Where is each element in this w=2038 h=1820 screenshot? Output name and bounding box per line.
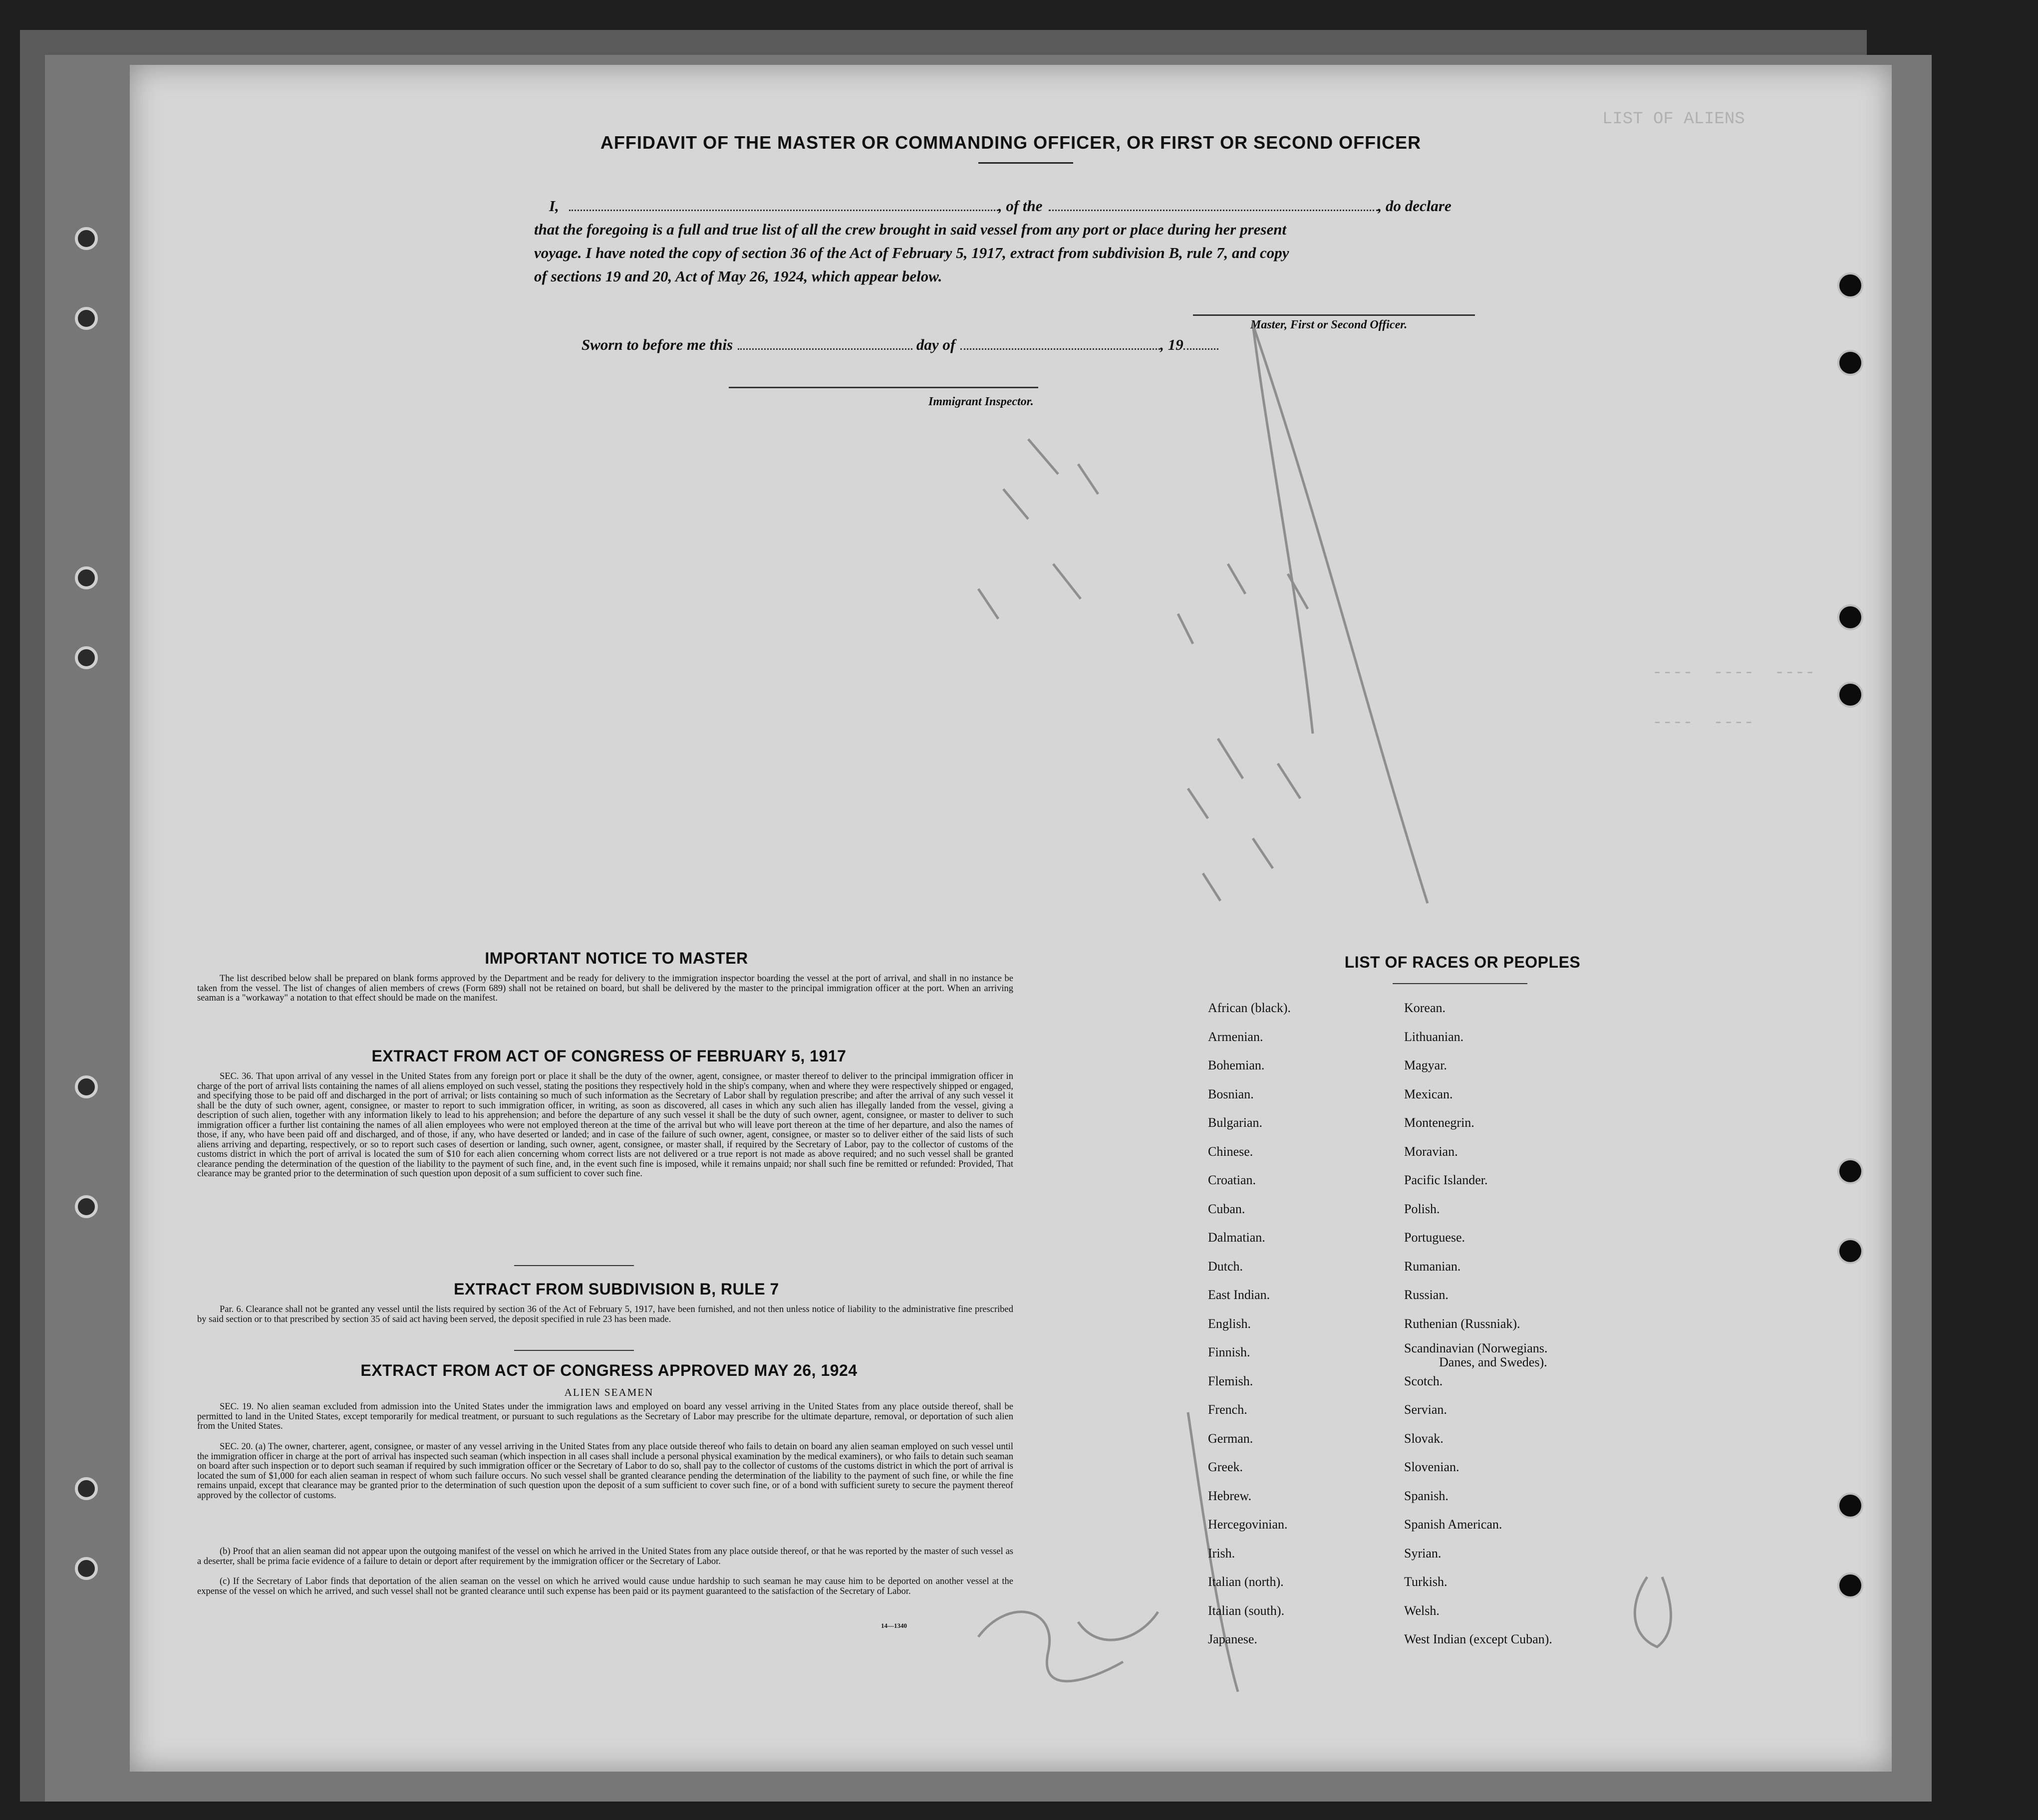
race-item: Syrian. [1404,1546,1442,1560]
race-item: Greek. [1208,1460,1243,1474]
race-item: German. [1208,1431,1253,1446]
race-item: Bohemian. [1208,1058,1265,1072]
race-item: Croatian. [1208,1173,1256,1187]
extract-1924-heading: EXTRACT FROM ACT OF CONGRESS APPROVED MAY 26, 1924 [360,1361,858,1379]
binder-hole [75,1557,98,1580]
form-sheet [130,65,1892,1772]
race-item: Turkish. [1404,1574,1448,1589]
race-item: Flemish. [1208,1373,1253,1388]
sec20b-text: (b) Proof that an alien seaman did not appear upon the outgoing manifest of the vessel on which he arrived in the United States from any place outside thereof, or that he was reported by the master of such vessel as a deserter, shall be prima facie evidence of a failure to detain or deport after requirement by the immigration officer or the Secretary of Labor. [197,1547,1013,1566]
sworn-year: , 19 [1160,336,1183,353]
sworn-prefix: Sworn to before me this [582,336,733,353]
race-item: Bulgarian. [1208,1115,1263,1130]
sec19-text: SEC. 19. No alien seaman excluded from admission into the United States under the immigration laws and employed on board any vessel arriving in the United States from any place outside thereof, shall be permitted to land in the United States, except temporarily for medical treatment, or pursuant to such regulations as the Secretary of Labor may prescribe for the ultimate departure, removal, or deportation of such alien from the United States. [197,1402,1013,1431]
race-item: Slovak. [1404,1431,1444,1446]
notice-heading: IMPORTANT NOTICE TO MASTER [485,949,748,967]
section-rule [514,1265,634,1266]
extract-1917-heading: EXTRACT FROM ACT OF CONGRESS OF FEBRUARY 5, 1917 [371,1047,847,1065]
race-item: Welsh. [1404,1603,1440,1618]
affidavit-line-4: of sections 19 and 20, Act of May 26, 1924, which appear below. [534,267,942,285]
affidavit-line-2: that the foregoing is a full and true list of all the crew brought in said vessel from any port or place during her present [534,221,1287,238]
binder-hole [75,227,98,250]
race-item: Spanish American. [1404,1517,1502,1532]
race-item: Japanese. [1208,1632,1257,1646]
sworn-dayof: day of [916,336,956,353]
race-item: Moravian. [1404,1144,1458,1159]
race-item: Pacific Islander. [1404,1173,1488,1187]
section-rule [514,1350,634,1351]
binder-hole [75,1477,98,1500]
rule7-text: Par. 6. Clearance shall not be granted any vessel until the lists required by section 36 of the Act of February 5, 1917, have been furnished, and not then unless notice of liability to the administrative fine prescribed by said section or to that prescribed by section 35 of said act having been served, the deposit specified in rule 23 has been made. [197,1304,1013,1324]
extract-1917-text: SEC. 36. That upon arrival of any vessel in the United States from any foreign port or place it shall be the duty of the owner, agent, consignee, or master thereof to deliver to the principal immigration officer in charge of the port of arrival lists containing the names of all aliens employed on such vessel, stating the positions they respectively hold in the ship's company, when and where they were respectively shipped or engaged, and specifying those to be paid off and discharged in the port of arrival; or lists containing so much of such information as the Secretary of Labor shall by regulation prescribe; and after the arrival of any such vessel it shall be the duty of such owner, agent, consignee, or master to report to such immigration officer, in writing, as soon as discovered, all cases in which any such alien has illegally landed from the vessel, giving a description of such alien, together with any information likely to lead to his apprehension; and before the departure of any such vessel it shall be the duty of such owner, agent, consignee, or master to deliver to such immigration officer a further list containing the names of all alien employees who were not employed thereon at the time of the arrival but who will leave port thereon at the time of her departure, and also the names of those, if any, who have been paid off and discharged, and of those, if any, who have deserted or landed; and in case of the failure of such owner, agent, consignee, or master so to deliver either of the said lists of such aliens arriving and departing, respectively, or so to report such cases of desertion or landing, such owner, agent, consignee, or master shall, if required by the Secretary of Labor, pay to the collector of customs of the customs district in which the port of arrival is located the sum of $10 for each alien concerning whom correct lists are not delivered or a true report is not made as above required; and no such vessel shall be granted clearance pending the determination of the question of the liability to the payment of such fine, and, in the event such fine is imposed, while it remains unpaid; nor shall such fine be remitted or refunded: Provided, That clearance may be granted prior to the determination of such question upon deposit of a sum sufficient to cover such fine. [197,1071,1013,1179]
bleed-through-text: ---- ---- [1652,714,1754,733]
race-item: Rumanian. [1404,1259,1461,1274]
race-item: English. [1208,1316,1251,1331]
race-item: Ruthenian (Russniak). [1404,1316,1520,1331]
race-item: East Indian. [1208,1288,1270,1302]
race-item: Armenian. [1208,1029,1263,1044]
race-item: Spanish. [1404,1488,1449,1503]
race-item: Polish. [1404,1201,1440,1216]
race-item: Hebrew. [1208,1488,1252,1503]
race-item: French. [1208,1402,1247,1417]
master-label: Master, First or Second Officer. [1250,318,1408,331]
race-item: Italian (south). [1208,1603,1285,1618]
race-item: Montenegrin. [1404,1115,1474,1130]
race-item: Portuguese. [1404,1230,1465,1245]
binder-hole [75,1075,98,1098]
notice-text: The list described below shall be prepared on blank forms approved by the Department and be ready for delivery to the immigration inspector boarding the vessel at the port of arrival, and shall in no instance be taken from the vessel. The list of changes of alien members of crews (Form 689) shall not be retained on board, but shall be delivered by the master to the principal immigration officer at the port. When an arriving seaman is a "workaway" a notation to that effect should be made on the manifest. [197,974,1013,1003]
race-item: Italian (north). [1208,1574,1284,1589]
race-item: West Indian (except Cuban). [1404,1632,1552,1646]
binder-hole [75,566,98,589]
race-item: African (black). [1208,1001,1291,1015]
race-item: Hercegovinian. [1208,1517,1288,1532]
rule7-heading: EXTRACT FROM SUBDIVISION B, RULE 7 [454,1280,779,1298]
race-item: Dalmatian. [1208,1230,1265,1245]
race-item: Bosnian. [1208,1086,1254,1101]
race-item-continuation: Danes, and Swedes). [1439,1355,1547,1369]
race-item: Cuban. [1208,1201,1245,1216]
pencil-marks [130,65,1892,1772]
sec20a-text: SEC. 20. (a) The owner, charterer, agent, consignee, or master of any vessel arriving in the United States from any place outside thereof who fails to detain on board any alien seaman employed on such vessel until the immigration officer in charge at the port of arrival has inspected such seaman (which inspection in all cases shall include a personal physical examination by the medical examiners), or who fails to detain such seaman on board after such inspection or to deport such seaman if required by such immigration officer or the Secretary of Labor to do so, shall pay to the collector of customs of the customs district in which the port of arrival is located the sum of $1,000 for each alien seaman in respect of whom such failure occurs. No such vessel shall be granted clearance pending the determination of the liability to the payment of such fine, or while the fine remains unpaid, except that clearance may be granted prior to the determination of such question upon the deposit of a sum sufficient to cover such fine, or of a bond with sufficient surety to secure the payment thereof approved by the collector of customs. [197,1442,1013,1501]
races-heading: LIST OF RACES OR PEOPLES [1344,953,1581,971]
bleed-through-text: ---- ---- ---- [1652,664,1815,683]
race-item: Russian. [1404,1288,1449,1302]
affidavit-title: AFFIDAVIT OF THE MASTER OR COMMANDING OFFICER, OR FIRST OR SECOND OFFICER [600,132,1422,153]
affidavit-of-the: , of the [998,197,1043,215]
race-item: Irish. [1208,1546,1235,1560]
binder-hole [75,307,98,330]
race-item: Chinese. [1208,1144,1253,1159]
binder-hole [75,646,98,669]
race-item: Mexican. [1404,1086,1453,1101]
form-number: 14—1340 [881,1622,907,1629]
affidavit-i: I, [549,197,559,215]
sec20c-text: (c) If the Secretary of Labor finds that deportation of the alien seaman on the vessel on which he arrived would cause undue hardship to such seaman he may cause him to be deported on another vessel at the expense of the vessel on which he arrived, and such vessel shall not be granted clearance until such expense has been paid or its payment guaranteed to the satisfaction of the Secretary of Labor. [197,1576,1013,1596]
race-item: Finnish. [1208,1345,1250,1359]
binder-hole [75,1195,98,1218]
race-item: Slovenian. [1404,1460,1459,1474]
alien-seamen-subheading: ALIEN SEAMEN [564,1386,654,1398]
race-item: Lithuanian. [1404,1029,1464,1044]
race-item: Dutch. [1208,1259,1243,1274]
race-item: Korean. [1404,1001,1446,1015]
affidavit-declare: , do declare [1378,197,1452,215]
race-item: Magyar. [1404,1058,1447,1072]
inspector-label: Immigrant Inspector. [928,395,1034,408]
affidavit-line-3: voyage. I have noted the copy of section 36 of the Act of February 5, 1917, extract from subdivision B, rule 7, and copy [534,244,1289,261]
bleed-through-text: LIST OF ALIENS [1602,110,1745,129]
race-item: Scotch. [1404,1373,1443,1388]
race-item: Servian. [1404,1402,1447,1417]
race-item: Scandinavian (Norwegians. [1404,1341,1548,1355]
races-rule [1393,983,1527,984]
